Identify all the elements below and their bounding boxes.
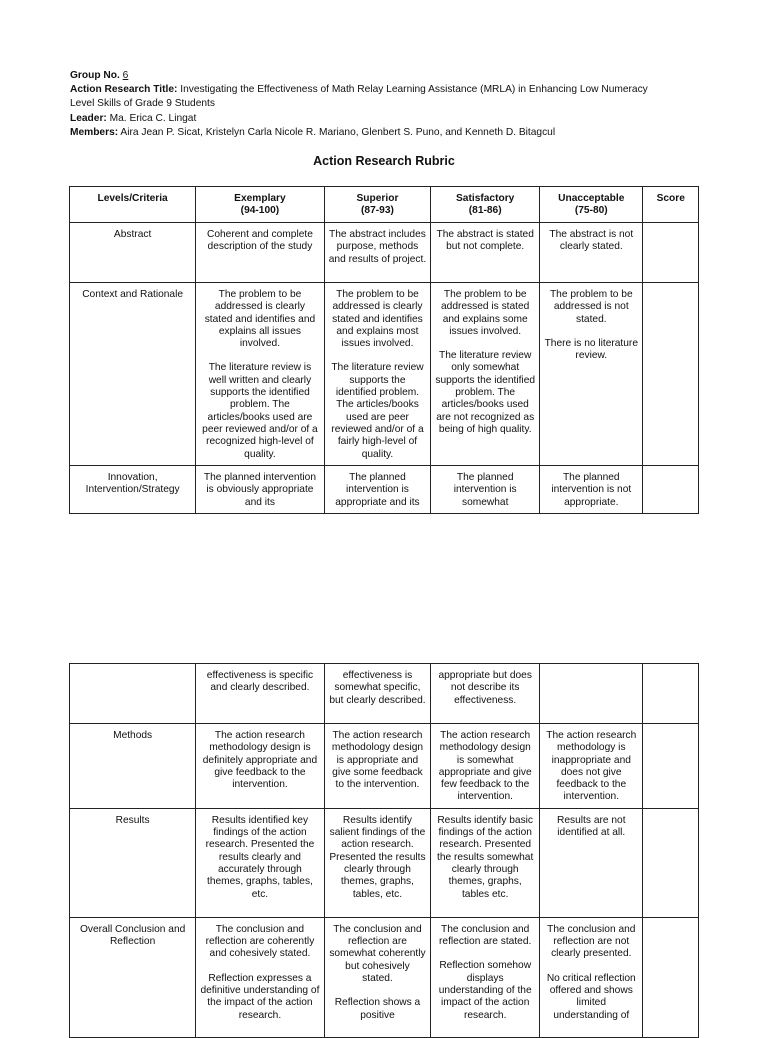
results-unacceptable: Results are not identified at all.	[540, 808, 643, 917]
abstract-superior: The abstract includes purpose, methods and results of project.	[324, 223, 431, 283]
rubric-table-part-1	[69, 186, 699, 514]
conclusion-score	[643, 917, 699, 1037]
results-exemplary: Results identified key findings of the action research. Presented the results clearly and accurately through themes, graphs, tables, etc.	[196, 808, 324, 917]
research-title-line-2: Level Skills of Grade 9 Students	[70, 98, 215, 110]
methods-exemplary: The action research methodology design is definitely appropriate and give feedback to the intervention.	[196, 724, 324, 809]
group-label: Group No.	[70, 70, 120, 81]
group-number: 6	[122, 70, 129, 81]
context-unacceptable: The problem to be addressed is not stated. There is no literature review.	[540, 283, 643, 466]
criteria-context: Context and Rationale	[70, 283, 196, 466]
leader-name: Ma. Erica C. Lingat	[109, 112, 197, 124]
header-superior: Superior (87-93)	[324, 187, 431, 223]
research-title-line	[70, 83, 710, 97]
innovation-exemplary: The planned intervention is obviously appropriate and its	[196, 466, 324, 514]
innovation-score	[643, 466, 699, 514]
innovation-cont-unacceptable	[540, 664, 643, 724]
leader-label: Leader:	[70, 112, 107, 124]
members-label: Members:	[70, 126, 119, 138]
rubric-table-part-2	[69, 663, 699, 1038]
innovation-cont-score	[643, 664, 699, 724]
conclusion-unacceptable: The conclusion and reflection are not clearly presented. No critical reflection offered and shows limited understanding of	[540, 917, 643, 1037]
abstract-satisfactory: The abstract is stated but not complete.	[431, 223, 540, 283]
methods-score	[643, 724, 699, 809]
header-satisfactory: Satisfactory (81-86)	[431, 187, 540, 223]
table-row	[70, 724, 699, 809]
group-line	[70, 69, 710, 83]
criteria-abstract: Abstract	[70, 223, 196, 283]
header-score: Score	[643, 187, 699, 223]
criteria-conclusion: Overall Conclusion and Reflection	[70, 917, 196, 1037]
header-unacceptable: Unacceptable (75-80)	[540, 187, 643, 223]
results-score	[643, 808, 699, 917]
abstract-score	[643, 223, 699, 283]
conclusion-superior: The conclusion and reflection are somewhat coherently but cohesively stated. Reflection shows a positive	[324, 917, 431, 1037]
header-criteria: Levels/Criteria	[70, 187, 196, 223]
innovation-cont-satisfactory: appropriate but does not describe its effectiveness.	[431, 664, 540, 724]
innovation-superior: The planned intervention is appropriate and its	[324, 466, 431, 514]
table-row	[70, 283, 699, 466]
criteria-innovation: Innovation, Intervention/Strategy	[70, 466, 196, 514]
table-row	[70, 664, 699, 724]
context-superior: The problem to be addressed is clearly stated and identifies and explains most issues involved. The literature review supports the identified problem. The articles/books used are peer reviewed and/or of a fairly high-level of quality.	[324, 283, 431, 466]
abstract-exemplary: Coherent and complete description of the study	[196, 223, 324, 283]
methods-unacceptable: The action research methodology is inappropriate and does not give feedback to the intervention.	[540, 724, 643, 809]
results-satisfactory: Results identify basic findings of the action research. Presented the results somewhat clearly through themes, graphs, tables etc.	[431, 808, 540, 917]
leader-line	[70, 112, 710, 126]
table-row	[70, 466, 699, 514]
conclusion-exemplary: The conclusion and reflection are coherently and cohesively stated. Reflection expresses a definitive understanding of the impact of the action research.	[196, 917, 324, 1037]
page-title: Action Research Rubric	[313, 154, 455, 168]
criteria-methods: Methods	[70, 724, 196, 809]
table-header-row	[70, 187, 699, 223]
innovation-cont-exemplary: effectiveness is specific and clearly described.	[196, 664, 324, 724]
methods-satisfactory: The action research methodology design is somewhat appropriate and give few feedback to the intervention.	[431, 724, 540, 809]
innovation-cont-superior: effectiveness is somewhat specific, but clearly described.	[324, 664, 431, 724]
table-row	[70, 223, 699, 283]
criteria-results: Results	[70, 808, 196, 917]
context-satisfactory: The problem to be addressed is stated and explains some issues involved. The literature review only somewhat supports the identified problem. The articles/books used are not recognized as being of high quality.	[431, 283, 540, 466]
innovation-satisfactory: The planned intervention is somewhat	[431, 466, 540, 514]
conclusion-satisfactory: The conclusion and reflection are stated. Reflection somehow displays understanding of the impact of the action research.	[431, 917, 540, 1037]
context-score	[643, 283, 699, 466]
header-exemplary: Exemplary (94-100)	[196, 187, 324, 223]
members-line	[70, 126, 710, 140]
research-title-label: Action Research Title:	[70, 84, 178, 96]
abstract-unacceptable: The abstract is not clearly stated.	[540, 223, 643, 283]
innovation-cont-criteria	[70, 664, 196, 724]
methods-superior: The action research methodology design is appropriate and give some feedback to the intervention.	[324, 724, 431, 809]
context-exemplary: The problem to be addressed is clearly stated and identifies and explains all issues involved. The literature review is well written and clearly supports the identified problem. The articles/books used are peer reviewed and/or of a recognized high-level of quality.	[196, 283, 324, 466]
table-row	[70, 917, 699, 1037]
results-superior: Results identify salient findings of the action research. Presented the results clearly through themes, graphs, tables, etc.	[324, 808, 431, 917]
innovation-unacceptable: The planned intervention is not appropriate.	[540, 466, 643, 514]
research-title-text: Investigating the Effectiveness of Math Relay Learning Assistance (MRLA) in Enhancing Low Numeracy	[180, 84, 648, 96]
table-row	[70, 808, 699, 917]
document-header	[70, 69, 710, 140]
members-names: Aira Jean P. Sicat, Kristelyn Carla Nicole R. Mariano, Glenbert S. Puno, and Kenneth D. Bitagcul	[120, 126, 556, 138]
